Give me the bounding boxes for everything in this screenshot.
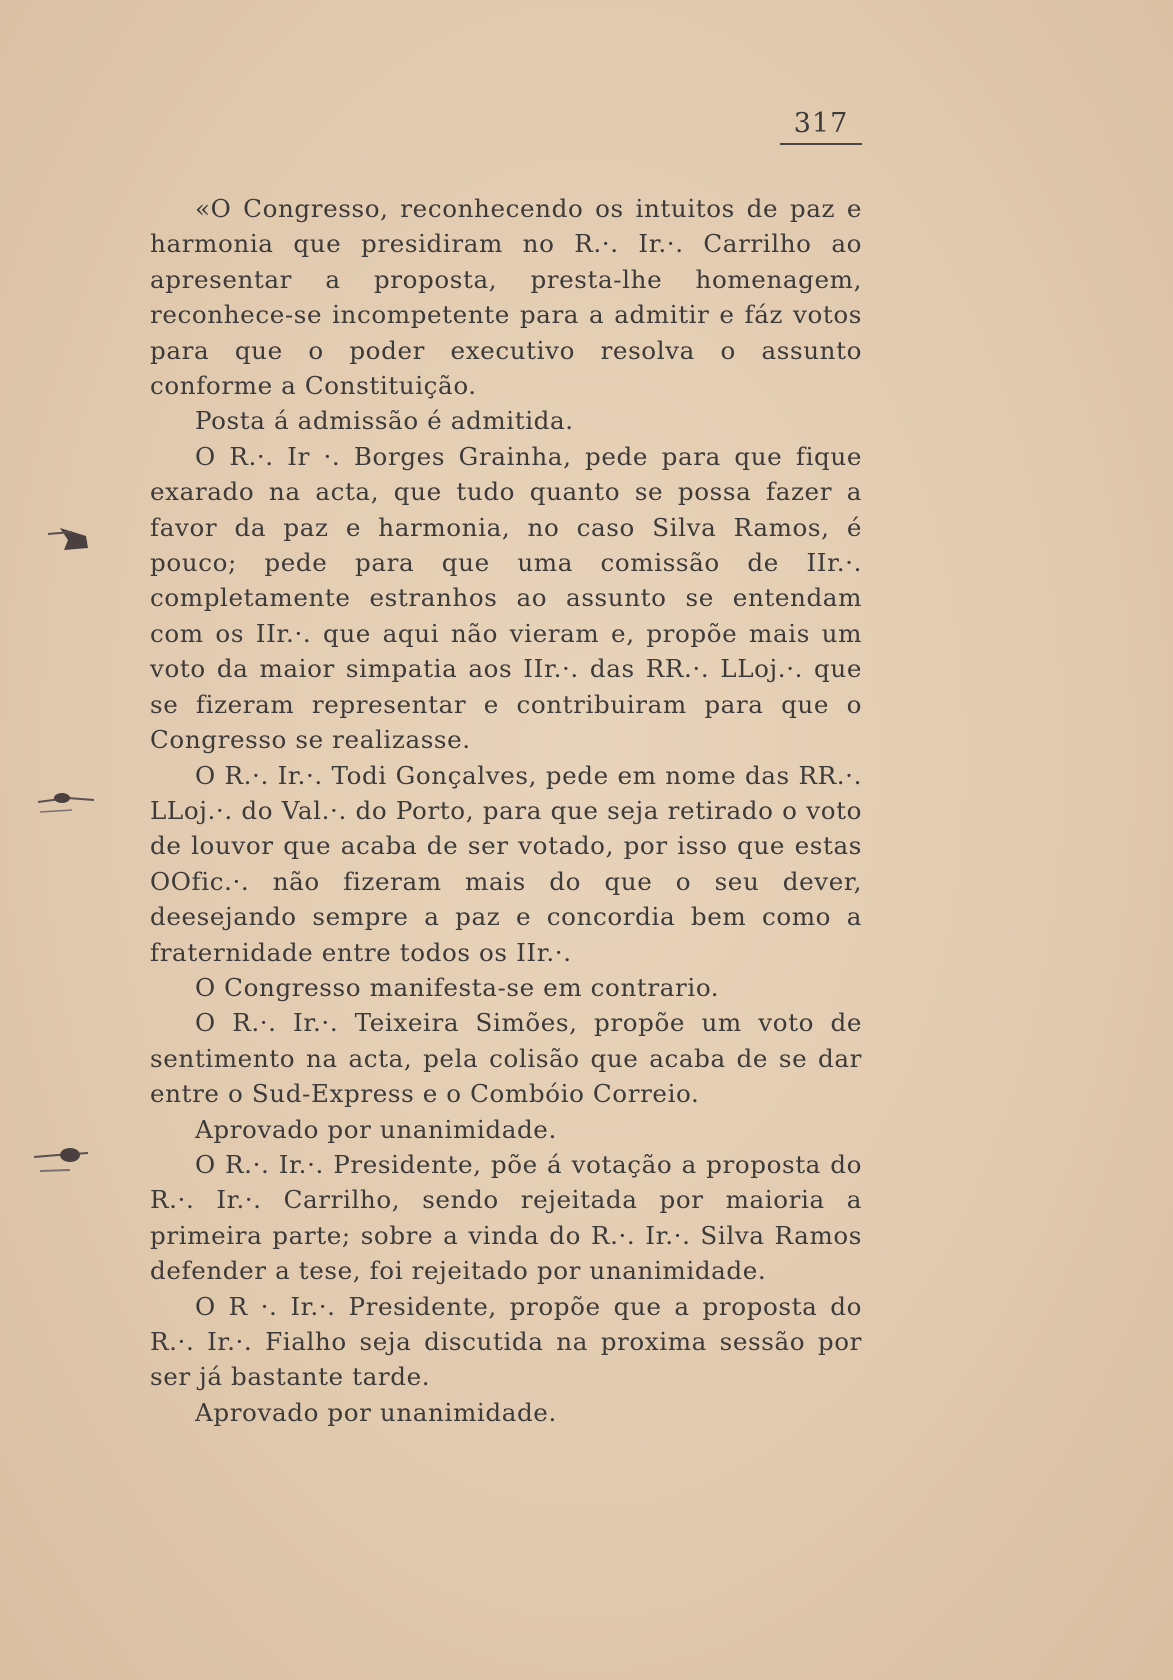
paragraph: O R.·. Ir.·. Presidente, põe á votação a proposta do R.·. Ir.·. Carrilho, sendo rejeitada por maioria a primeira parte; sobre a vinda do R.·. Ir.·. Silva Ramos defender a tese, foi rejeitado por unanimidade. bbox=[150, 1149, 862, 1286]
paragraph: O Congresso manifesta-se em contrario. bbox=[195, 972, 720, 1002]
paragraph: Aprovado por unanimidade. bbox=[195, 1397, 557, 1427]
paragraph: Posta á admissão é admitida. bbox=[195, 406, 574, 436]
margin-ink-mark bbox=[28, 520, 98, 560]
margin-ink-mark bbox=[28, 1135, 98, 1175]
paragraph: Aprovado por unanimidade. bbox=[195, 1114, 557, 1144]
paragraph: O R.·. Ir ·. Borges Grainha, pede para que fique exarado na acta, que tudo quanto se possa fazer a favor da paz e harmonia, no caso Silva Ramos, é pouco; pede para que uma comissão de IIr.·. completamente estranhos ao assunto se entendam com os IIr.·. que aqui não vieram e, propõe mais um voto da maior simpatia aos IIr.·. das RR.·. LLoj.·. que se fizeram representar e contribuiram para que o Congresso se realizasse. bbox=[150, 441, 862, 755]
paragraph: O R ·. Ir.·. Presidente, propõe que a proposta do R.·. Ir.·. Fialho seja discutida na proxima sessão por ser já bastante tarde. bbox=[150, 1291, 862, 1392]
page-number: 317 bbox=[780, 108, 862, 145]
margin-ink-mark bbox=[28, 780, 98, 820]
paragraph: «O Congresso, reconhecendo os intuitos de paz e harmonia que presidiram no R.·. Ir.·. Carrilho ao apresentar a proposta, presta-lhe homenagem, reconhece-se incompetente para a admitir e fáz votos para que o poder executivo resolva o assunto conforme a Constituição. bbox=[150, 194, 862, 401]
body-text bbox=[150, 191, 862, 1430]
paragraph: O R.·. Ir.·. Teixeira Simões, propõe um voto de sentimento na acta, pela colisão que acaba de se dar entre o Sud-Express e o Combóio Correio. bbox=[150, 1008, 862, 1109]
paragraph: O R.·. Ir.·. Todi Gonçalves, pede em nome das RR.·. LLoj.·. do Val.·. do Porto, para que seja retirado o voto de louvor que acaba de ser votado, por isso que estas OOfic.·. não fizeram mais do que o seu dever, deesejando sempre a paz e concordia bem como a fraternidade entre todos os IIr.·. bbox=[150, 760, 862, 967]
